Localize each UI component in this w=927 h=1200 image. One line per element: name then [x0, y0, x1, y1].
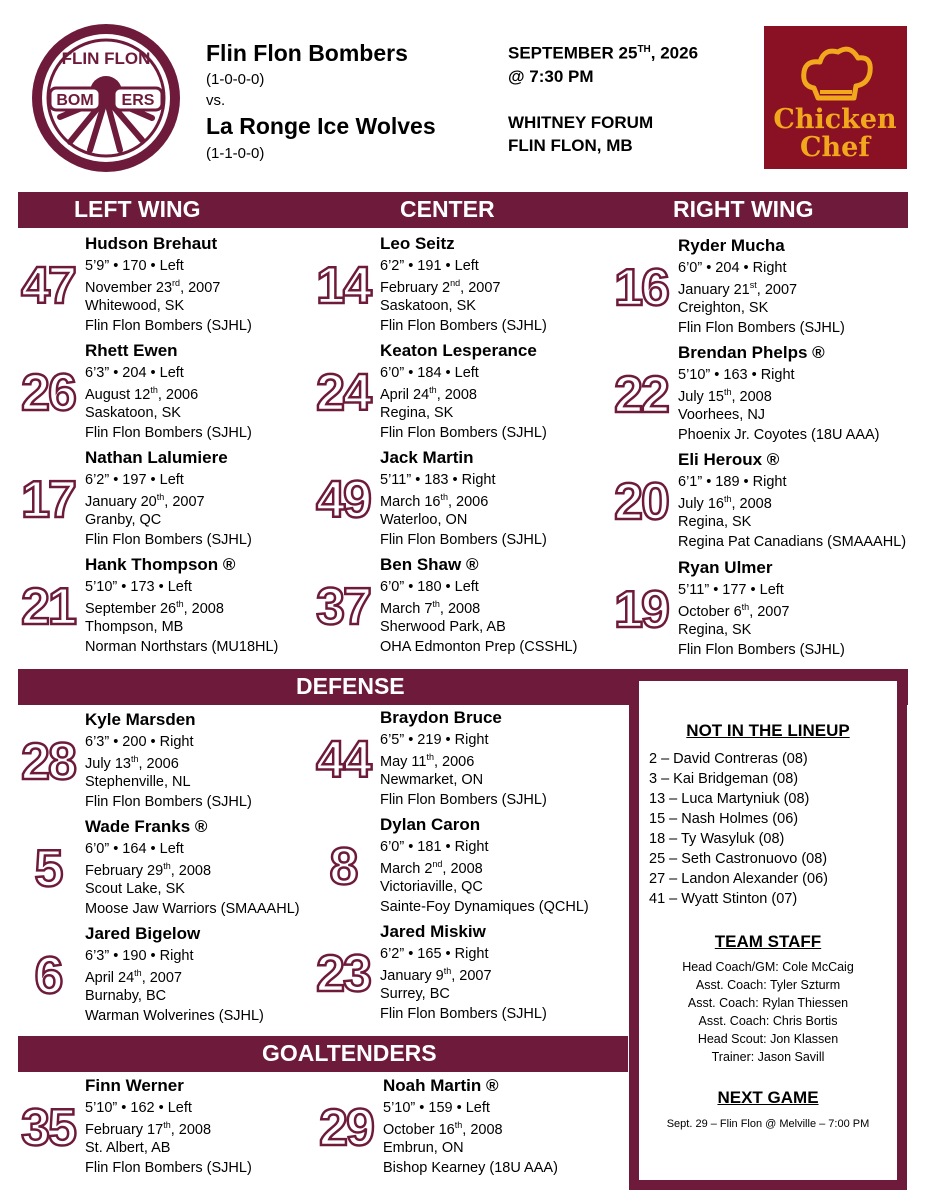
- next-game-text: Sept. 29 – Flin Flon @ Melville – 7:00 PM: [666, 1118, 870, 1130]
- player-hometown: Newmarket, ON: [380, 772, 484, 788]
- player-birthdate: July 15th, 2008: [678, 387, 772, 405]
- player-measurements: 6’2” • 191 • Left: [380, 258, 479, 274]
- player-hometown: Stephenville, NL: [85, 774, 191, 790]
- player-birthdate: August 12th, 2006: [85, 385, 199, 403]
- sponsor-logo: [764, 26, 907, 169]
- jersey-number: 49: [316, 471, 370, 529]
- goaltenders-header-band: [18, 1036, 628, 1072]
- player-measurements: 5’10” • 173 • Left: [85, 579, 192, 595]
- not-in-lineup-item: 18 – Ty Wasyluk (08): [649, 831, 785, 847]
- player-card: [312, 448, 602, 554]
- player-name: Brendan Phelps ®: [678, 343, 825, 362]
- jersey-number: 24: [316, 364, 370, 422]
- player-name: Eli Heroux ®: [678, 450, 780, 469]
- jersey-number: 20: [614, 473, 668, 531]
- jersey-number: 47: [21, 257, 75, 315]
- player-card: [610, 343, 900, 449]
- jersey-number: 19: [614, 581, 668, 639]
- player-hometown: Victoriaville, QC: [380, 879, 483, 895]
- player-name: Jared Miskiw: [380, 922, 486, 941]
- player-hometown: Waterloo, ON: [380, 512, 468, 528]
- sidebar-box: [629, 671, 907, 1190]
- player-birthdate: January 20th, 2007: [85, 492, 205, 510]
- player-birthdate: February 2nd, 2007: [380, 278, 501, 296]
- player-measurements: 6’0” • 180 • Left: [380, 579, 479, 595]
- player-measurements: 6’3” • 200 • Right: [85, 734, 194, 750]
- player-birthdate: May 11th, 2006: [380, 752, 475, 770]
- logo-top-text: FLIN FLON: [61, 49, 151, 68]
- player-birthdate: November 23rd, 2007: [85, 278, 221, 296]
- player-previous-team: Flin Flon Bombers (SJHL): [678, 320, 845, 336]
- player-hometown: Whitewood, SK: [85, 298, 185, 314]
- player-name: Ryder Mucha: [678, 236, 785, 255]
- player-card: [17, 817, 307, 923]
- player-measurements: 6’3” • 190 • Right: [85, 948, 194, 964]
- player-previous-team: Flin Flon Bombers (SJHL): [380, 792, 547, 808]
- sponsor-line2: Chef: [800, 132, 870, 163]
- player-card: [17, 924, 307, 1030]
- player-measurements: 5’10” • 159 • Left: [383, 1100, 490, 1116]
- player-name: Ben Shaw ®: [380, 555, 479, 574]
- player-name: Nathan Lalumiere: [85, 448, 228, 467]
- player-birthdate: September 26th, 2008: [85, 599, 224, 617]
- player-previous-team: Norman Northstars (MU18HL): [85, 639, 279, 655]
- forwards-header-band: [18, 192, 908, 228]
- game-time: @ 7:30 PM: [508, 66, 594, 86]
- player-name: Finn Werner: [85, 1076, 184, 1095]
- player-card: [17, 555, 307, 661]
- player-hometown: Embrun, ON: [383, 1140, 464, 1156]
- not-in-lineup-item: 41 – Wyatt Stinton (07): [649, 891, 798, 907]
- player-previous-team: Flin Flon Bombers (SJHL): [678, 642, 845, 658]
- staff-item: Trainer: Jason Savill: [711, 1050, 825, 1064]
- player-measurements: 6’0” • 204 • Right: [678, 260, 787, 276]
- not-in-lineup-item: 27 – Landon Alexander (06): [649, 871, 828, 887]
- player-previous-team: Regina Pat Canadians (SMAAAHL): [678, 534, 907, 550]
- player-birthdate: February 17th, 2008: [85, 1120, 212, 1138]
- player-card: [610, 236, 900, 342]
- player-previous-team: Flin Flon Bombers (SJHL): [85, 532, 252, 548]
- jersey-number: 14: [316, 257, 370, 315]
- player-hometown: Scout Lake, SK: [85, 881, 185, 897]
- not-in-lineup-item: 2 – David Contreras (08): [649, 751, 808, 767]
- player-card: [17, 341, 307, 447]
- player-card: [312, 708, 602, 814]
- game-date: SEPTEMBER 25TH, 2026 @ 7:30 PM: [508, 43, 699, 86]
- player-name: Ryan Ulmer: [678, 558, 773, 577]
- team-staff-title: TEAM STAFF: [714, 932, 822, 951]
- player-hometown: Granby, QC: [85, 512, 162, 528]
- staff-item: Asst. Coach: Tyler Szturm: [695, 978, 841, 992]
- player-birthdate: July 16th, 2008: [678, 494, 772, 512]
- defense-heading: DEFENSE: [296, 673, 405, 699]
- player-birthdate: July 13th, 2006: [85, 754, 179, 772]
- sponsor-line1: Chicken: [773, 104, 897, 135]
- player-hometown: Regina, SK: [678, 622, 752, 638]
- player-birthdate: October 6th, 2007: [678, 602, 790, 620]
- right-wing-heading: RIGHT WING: [673, 196, 814, 222]
- player-hometown: Creighton, SK: [678, 300, 769, 316]
- player-hometown: Burnaby, BC: [85, 988, 167, 1004]
- player-name: Kyle Marsden: [85, 710, 196, 729]
- player-measurements: 5’11” • 177 • Left: [678, 582, 784, 598]
- player-hometown: Saskatoon, SK: [85, 405, 181, 421]
- away-team-name: La Ronge Ice Wolves: [206, 113, 436, 139]
- player-measurements: 6’3” • 204 • Left: [85, 365, 184, 381]
- player-measurements: 5’9” • 170 • Left: [85, 258, 184, 274]
- player-name: Hudson Brehaut: [85, 234, 218, 253]
- logo-right-text: ERS: [121, 92, 155, 109]
- bombers-logo: [30, 22, 182, 174]
- staff-item: Asst. Coach: Rylan Thiessen: [687, 996, 849, 1010]
- player-card: [17, 448, 307, 554]
- jersey-number: 16: [614, 259, 668, 317]
- player-measurements: 5’10” • 162 • Left: [85, 1100, 192, 1116]
- jersey-number: 8: [329, 838, 357, 896]
- player-card: [312, 815, 602, 921]
- player-measurements: 6’1” • 189 • Right: [678, 474, 787, 490]
- player-name: Noah Martin ®: [383, 1076, 499, 1095]
- player-birthdate: March 16th, 2006: [380, 492, 489, 510]
- chef-hat-icon: [764, 26, 907, 169]
- not-in-lineup-item: 25 – Seth Castronuovo (08): [649, 851, 828, 867]
- player-measurements: 6’2” • 165 • Right: [380, 946, 489, 962]
- player-name: Jared Bigelow: [85, 924, 201, 943]
- jersey-number: 17: [21, 471, 75, 529]
- player-card: [315, 1076, 605, 1182]
- center-heading: CENTER: [400, 196, 495, 222]
- logo-left-text: BOM: [56, 92, 94, 109]
- jersey-number: 29: [319, 1099, 373, 1157]
- not-in-lineup-title: NOT IN THE LINEUP: [686, 721, 850, 740]
- sidebar-inner: [639, 681, 897, 1180]
- player-name: Leo Seitz: [380, 234, 455, 253]
- player-card: [312, 555, 602, 661]
- player-previous-team: Flin Flon Bombers (SJHL): [380, 425, 547, 441]
- player-hometown: Thompson, MB: [85, 619, 184, 635]
- player-previous-team: Flin Flon Bombers (SJHL): [85, 1160, 252, 1176]
- player-birthdate: February 29th, 2008: [85, 861, 212, 879]
- player-name: Hank Thompson ®: [85, 555, 236, 574]
- player-measurements: 6’5” • 219 • Right: [380, 732, 489, 748]
- jersey-number: 35: [21, 1099, 75, 1157]
- player-previous-team: Flin Flon Bombers (SJHL): [85, 425, 252, 441]
- player-measurements: 5’11” • 183 • Right: [380, 472, 496, 488]
- player-birthdate: April 24th, 2007: [85, 968, 183, 986]
- staff-item: Head Scout: Jon Klassen: [697, 1032, 839, 1046]
- player-previous-team: Moose Jaw Warriors (SMAAAHL): [85, 901, 300, 917]
- player-previous-team: Bishop Kearney (18U AAA): [383, 1160, 558, 1176]
- player-hometown: St. Albert, AB: [85, 1140, 171, 1156]
- player-card: [17, 234, 307, 340]
- player-measurements: 6’0” • 164 • Left: [85, 841, 184, 857]
- next-game-title: NEXT GAME: [717, 1088, 819, 1107]
- away-team-record: (1-1-0-0): [206, 145, 265, 162]
- player-card: [312, 234, 602, 340]
- jersey-number: 22: [614, 366, 668, 424]
- player-previous-team: Warman Wolverines (SJHL): [85, 1008, 264, 1024]
- player-hometown: Sherwood Park, AB: [380, 619, 506, 635]
- player-previous-team: Flin Flon Bombers (SJHL): [380, 1006, 547, 1022]
- player-previous-team: Sainte-Foy Dynamiques (QCHL): [380, 899, 589, 915]
- versus-label: vs.: [206, 92, 226, 109]
- game-venue: WHITNEY FORUM FLIN FLON, MB: [508, 113, 654, 155]
- player-previous-team: Flin Flon Bombers (SJHL): [380, 318, 547, 334]
- not-in-lineup-item: 15 – Nash Holmes (06): [649, 811, 799, 827]
- player-card: [17, 710, 307, 816]
- player-card: [610, 558, 900, 664]
- player-name: Jack Martin: [380, 448, 474, 467]
- left-wing-heading: LEFT WING: [74, 196, 201, 222]
- player-card: [610, 450, 907, 556]
- jersey-number: 37: [316, 578, 370, 636]
- player-birthdate: January 21st, 2007: [678, 280, 798, 298]
- player-name: Braydon Bruce: [380, 708, 502, 727]
- staff-item: Head Coach/GM: Cole McCaig: [682, 960, 854, 974]
- player-card: [312, 341, 602, 447]
- player-name: Keaton Lesperance: [380, 341, 537, 360]
- not-in-lineup-item: 3 – Kai Bridgeman (08): [649, 771, 799, 787]
- jersey-number: 5: [34, 840, 62, 898]
- player-previous-team: Flin Flon Bombers (SJHL): [85, 794, 252, 810]
- player-name: Rhett Ewen: [85, 341, 178, 360]
- player-card: [17, 1076, 307, 1182]
- player-measurements: 5’10” • 163 • Right: [678, 367, 795, 383]
- goaltenders-heading: GOALTENDERS: [262, 1040, 437, 1066]
- player-previous-team: Flin Flon Bombers (SJHL): [380, 532, 547, 548]
- jersey-number: 6: [34, 947, 62, 1005]
- player-card: [312, 922, 602, 1028]
- player-measurements: 6’0” • 184 • Left: [380, 365, 479, 381]
- staff-item: Asst. Coach: Chris Bortis: [698, 1014, 838, 1028]
- home-team-name: Flin Flon Bombers: [206, 40, 408, 66]
- player-name: Dylan Caron: [380, 815, 481, 834]
- jersey-number: 23: [316, 945, 370, 1003]
- home-team-record: (1-0-0-0): [206, 71, 265, 88]
- player-hometown: Regina, SK: [678, 514, 752, 530]
- player-hometown: Voorhees, NJ: [678, 407, 766, 423]
- jersey-number: 26: [21, 364, 75, 422]
- player-birthdate: October 16th, 2008: [383, 1120, 503, 1138]
- jersey-number: 44: [316, 731, 370, 789]
- jersey-number: 21: [21, 578, 75, 636]
- player-birthdate: April 24th, 2008: [380, 385, 478, 403]
- not-in-lineup-item: 13 – Luca Martyniuk (08): [649, 791, 810, 807]
- player-name: Wade Franks ®: [85, 817, 208, 836]
- player-hometown: Surrey, BC: [380, 986, 450, 1002]
- jersey-number: 28: [21, 733, 75, 791]
- player-measurements: 6’2” • 197 • Left: [85, 472, 184, 488]
- player-hometown: Saskatoon, SK: [380, 298, 476, 314]
- player-previous-team: Phoenix Jr. Coyotes (18U AAA): [678, 427, 880, 443]
- player-hometown: Regina, SK: [380, 405, 454, 421]
- player-birthdate: March 7th, 2008: [380, 599, 481, 617]
- player-measurements: 6’0” • 181 • Right: [380, 839, 489, 855]
- player-birthdate: January 9th, 2007: [380, 966, 492, 984]
- player-previous-team: OHA Edmonton Prep (CSSHL): [380, 639, 578, 655]
- player-previous-team: Flin Flon Bombers (SJHL): [85, 318, 252, 334]
- player-birthdate: March 2nd, 2008: [380, 859, 483, 877]
